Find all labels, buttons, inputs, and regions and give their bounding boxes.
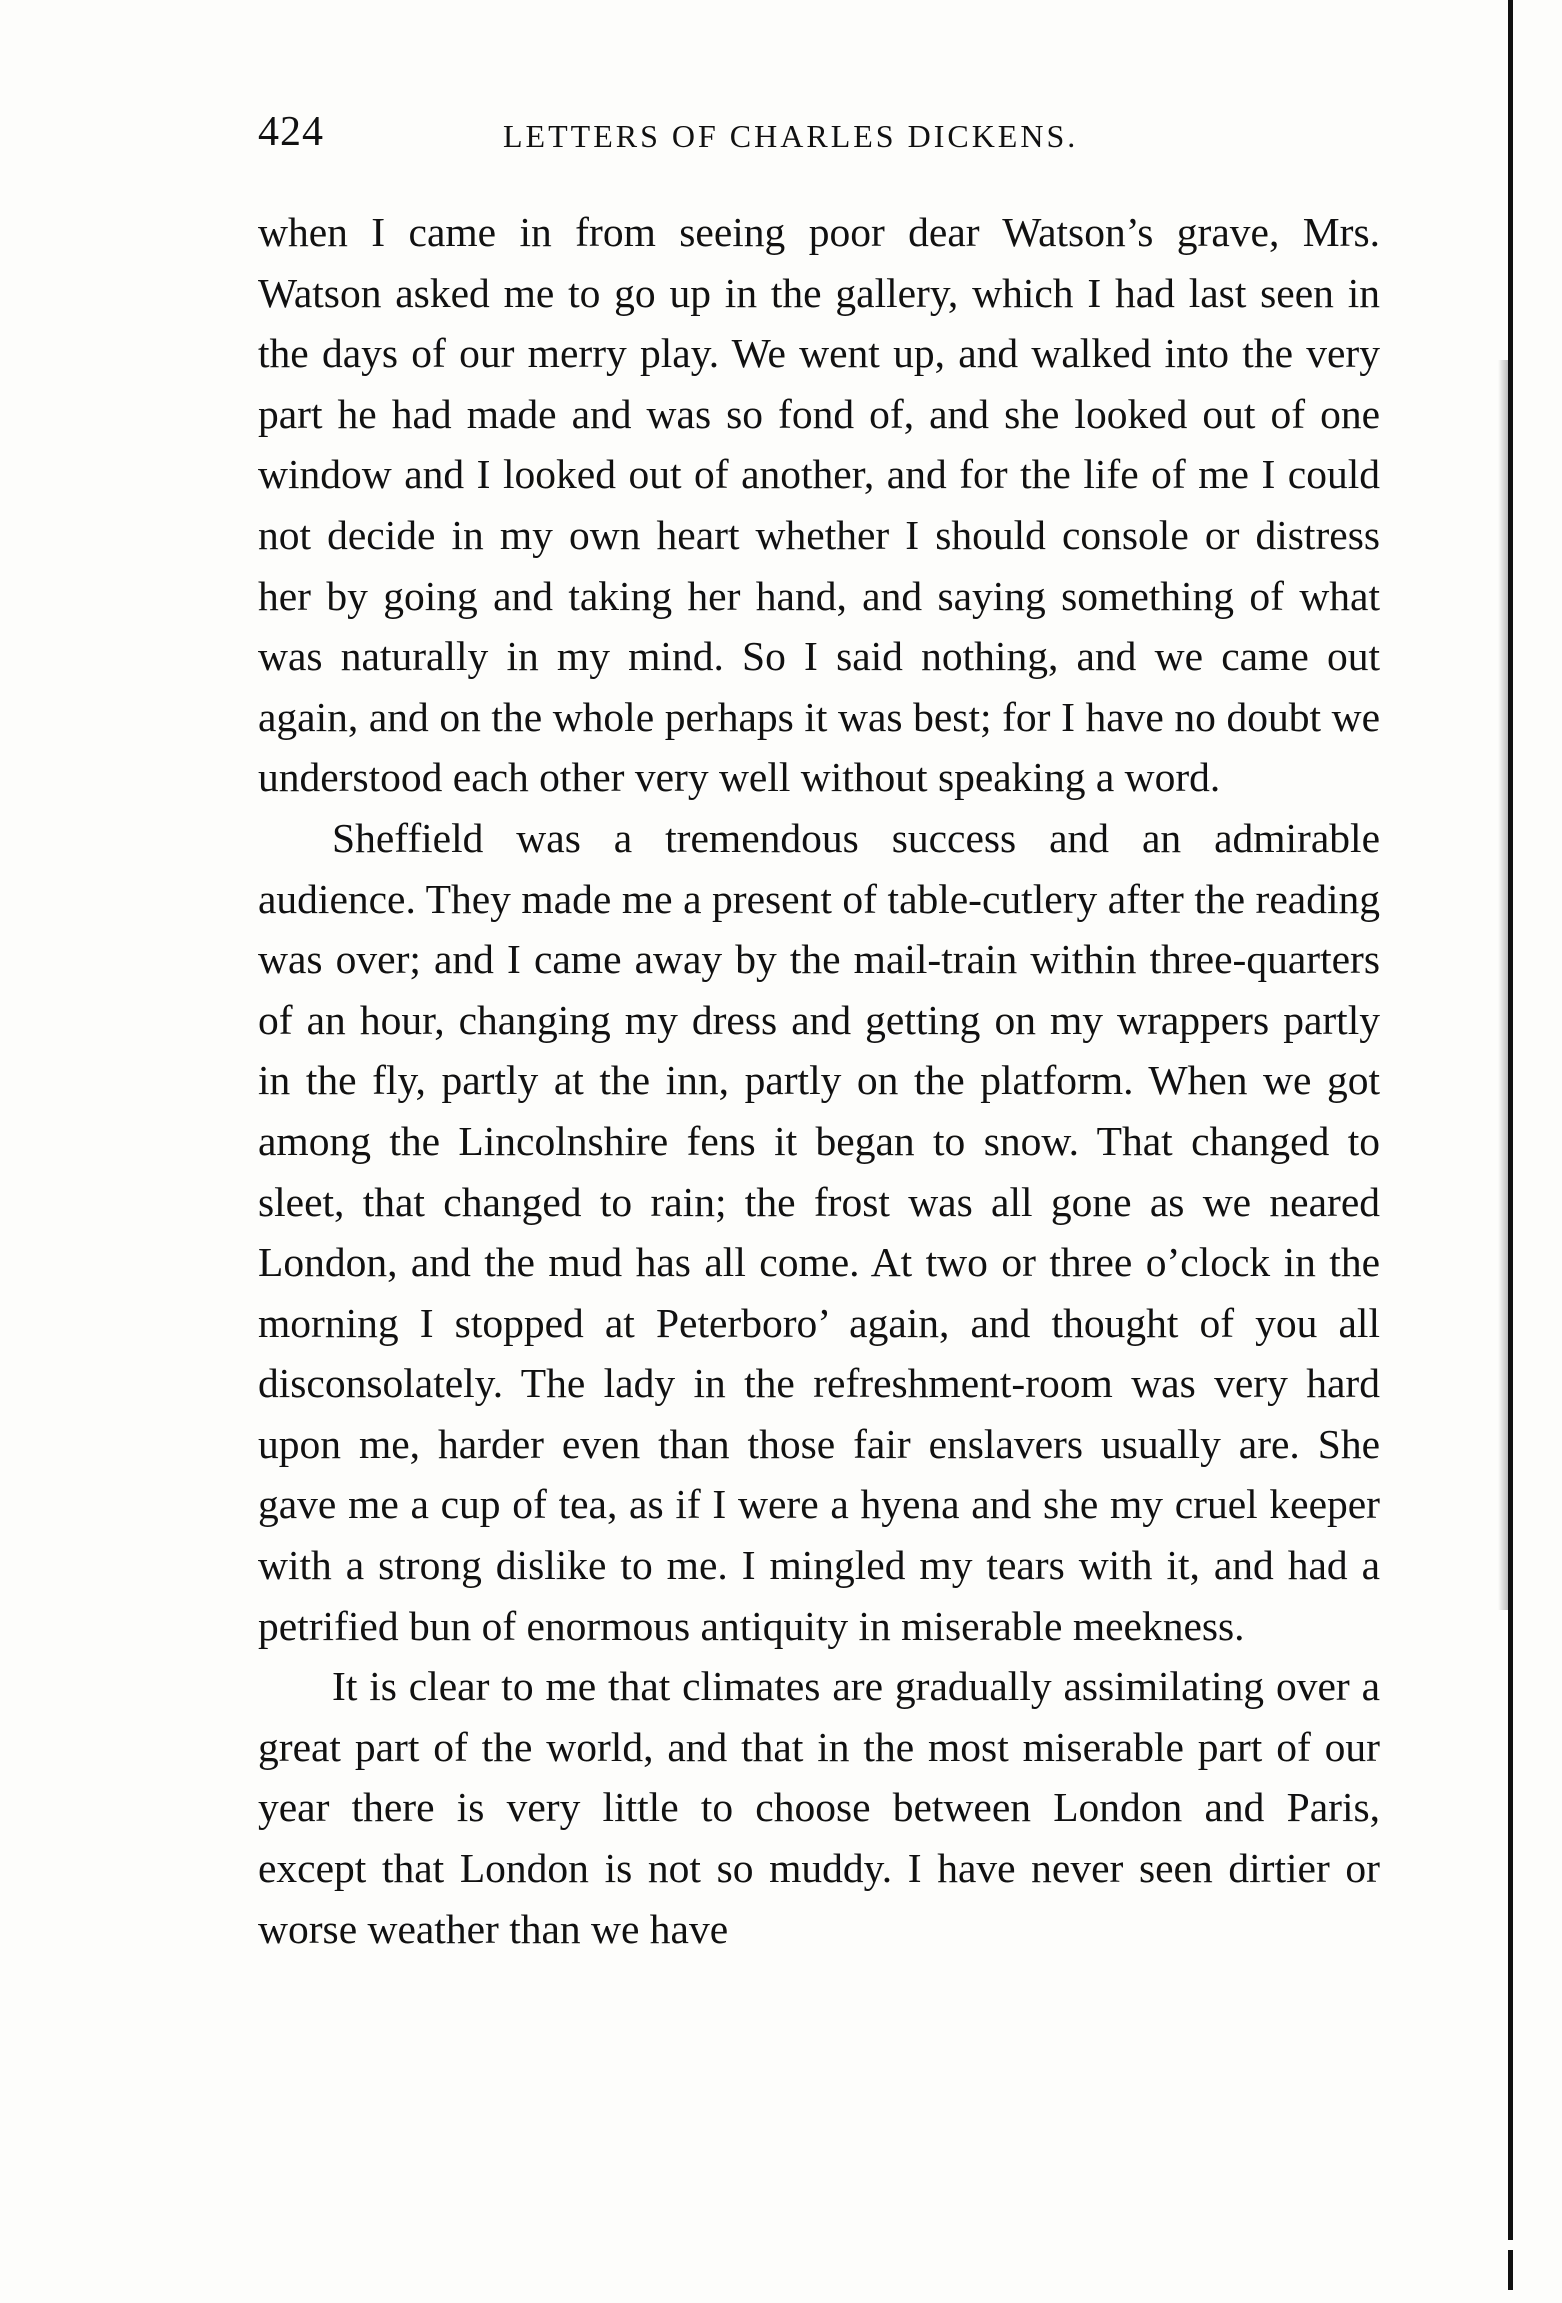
- binding-shadow: [1498, 360, 1508, 1610]
- running-title: LETTERS OF CHARLES DICKENS.: [503, 118, 1079, 154]
- page-edge-line: [1508, 0, 1513, 2240]
- page-edge-mark: [1508, 2250, 1513, 2290]
- page-number: 424: [258, 109, 324, 155]
- paragraph-climates: It is clear to me that climates are gradually assimilating over a great part of the world, and that in the most miserable part of our year there is very little to choose between London and Paris, except that London is not so muddy. I have never seen dirtier or worse weather than we have: [258, 1663, 1380, 1952]
- body-text: [258, 202, 1380, 1959]
- page-header: [258, 108, 1380, 168]
- paragraph-sheffield: Sheffield was a tremendous success and an admirable audience. They made me a present of table-cutlery after the reading was over; and I came away by the mail-train within three-quarters of an hour, changing my dress and getting on my wrappers partly in the fly, partly at the inn, partly on the platform. When we got among the Lincolnshire fens it began to snow. That changed to sleet, that changed to rain; the frost was all gone as we neared London, and the mud has all come. At two or three o’clock in the morning I stopped at Peterboro’ again, and thought of you all disconsolately. The lady in the refreshment-room was very hard upon me, harder even than those fair enslavers usually are. She gave me a cup of tea, as if I were a hyena and she my cruel keeper with a strong dislike to me. I mingled my tears with it, and had a petrified bun of enormous antiquity in miserable meekness.: [258, 814, 1380, 1649]
- paragraph-continued: when I came in from seeing poor dear Watson’s grave, Mrs. Watson asked me to go up in the gallery, which I had last seen in the days of our merry play. We went up, and walked into the very part he had made and was so fond of, and she looked out of one window and I looked out of another, and for the life of me I could not decide in my own heart whether I should console or distress her by going and taking her hand, and saying something of what was naturally in my mind. So I said nothing, and we came out again, and on the whole perhaps it was best; for I have no doubt we understood each other very well without speaking a word.: [258, 209, 1380, 801]
